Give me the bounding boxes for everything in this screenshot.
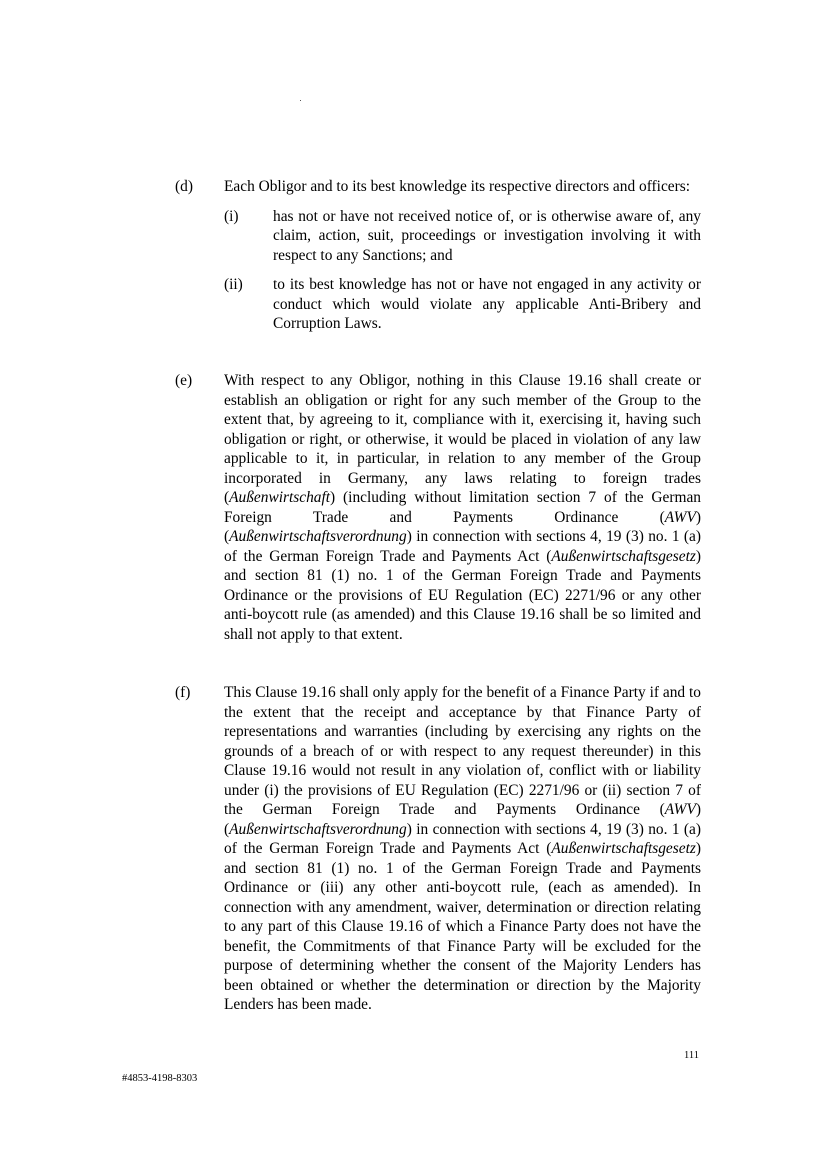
clause-e-term-aussenwirtschaft: Außenwirtschaft [229, 489, 331, 506]
clause-f-text-part-4: ) and section 81 (1) no. 1 of the German Foreign Trade and Payments Ordinance or (iii) any other anti-boycott rule, (each as amended). In connection with any amendment, waiver, determination or direction relating to any part of this Clause 19.16 of which a Finance Party does not have the benefit, the Commitments of that Finance Party will be excluded for the purpose of determining whether the consent of the Majority Lenders has been obtained or whether the determination or direction by the Majority Lenders has been made. [224, 840, 701, 1013]
clause-d-item-ii-label: (ii) [224, 276, 243, 293]
clause-e-term-awv: AWV [664, 508, 696, 526]
clause-f-text-part-3: ) in connection with sections 4, 19 (3) no. 1 (a) of the German Foreign Trade and Payments Act ( [224, 820, 701, 857]
clause-f-text [224, 683, 701, 1015]
clause-d-item-i-label: (i) [224, 207, 239, 225]
page-number: 111 [684, 1050, 699, 1061]
clause-d-item-i [224, 207, 701, 266]
clause-d-item-ii-text: to its best knowledge has not or have not engaged in any activity or conduct which would violate any applicable Anti-Bribery and Corruption Laws. [273, 276, 701, 332]
clause-e-text-part-5: ) and section 81 (1) no. 1 of the German Foreign Trade and Payments Ordinance or the provisions of EU Regulation (EC) 2271/96 or any other anti-boycott rule (as amended) and this Clause 19.16 shall be so limited and shall not apply to that extent. [224, 547, 701, 643]
stray-mark [300, 100, 301, 101]
clause-e-text [224, 371, 701, 644]
clause-f-text-part-1: This Clause 19.16 shall only apply for the benefit of a Finance Party if and to the extent that the receipt and acceptance by that Finance Party of representations and warranties (including by exercising any rights on the grounds of a breach of or with respect to any request thereunder) in this Clause 19.16 would not result in any violation of, conflict with or liability under (i) the provisions of EU Regulation (EC) 2271/96 or (ii) section 7 of the German Foreign Trade and Payments Ordinance ( [224, 684, 701, 818]
clause-e [175, 371, 701, 644]
clause-d-text: Each Obligor and to its best knowledge its respective directors and officers: [224, 178, 691, 195]
clause-f-text-part-2: ) ( [224, 801, 701, 838]
clause-f-term-awv: AWV [664, 801, 696, 818]
clause-d-item-ii [224, 275, 701, 334]
clause-e-text-part-2: ) (including without limitation section 7 of the German Foreign Trade and Payments Ordinance ( [224, 489, 701, 526]
clause-e-text-part-4: ) in connection with sections 4, 19 (3) no. 1 (a) of the German Foreign Trade and Payments Act ( [224, 528, 701, 565]
clause-d-item-i-text: has not or have not received notice of, or is otherwise aware of, any claim, action, suit, proceedings or investigation involving it with respect to any Sanctions; and [273, 207, 701, 264]
clause-e-term-verordnung: Außenwirtschaftsverordnung [229, 528, 407, 545]
document-id: #4853-4198-8303 [122, 1073, 198, 1084]
clause-f-label: (f) [175, 684, 191, 701]
clause-d [175, 177, 701, 334]
clause-f-term-gesetz: Außenwirtschaftsgesetz [551, 840, 696, 857]
clause-e-label: (e) [175, 372, 193, 389]
clause-e-text-part-3: ) ( [224, 508, 701, 545]
clause-e-text-part-1: With respect to any Obligor, nothing in this Clause 19.16 shall create or establish an obligation or right for any such member of the Group to the extent that, by agreeing to it, compliance with it, exercising it, having such obligation or right, or otherwise, it would be placed in violation of any law applicable to it, in particular, in relation to any member of the Group incorporated in Germany, any laws relating to foreign trades ( [224, 372, 701, 506]
clause-f-term-verordnung: Außenwirtschaftsverordnung [229, 820, 407, 838]
clause-d-label: (d) [175, 178, 193, 195]
clause-f [175, 683, 701, 1015]
clause-e-term-gesetz: Außenwirtschaftsgesetz [551, 547, 696, 565]
